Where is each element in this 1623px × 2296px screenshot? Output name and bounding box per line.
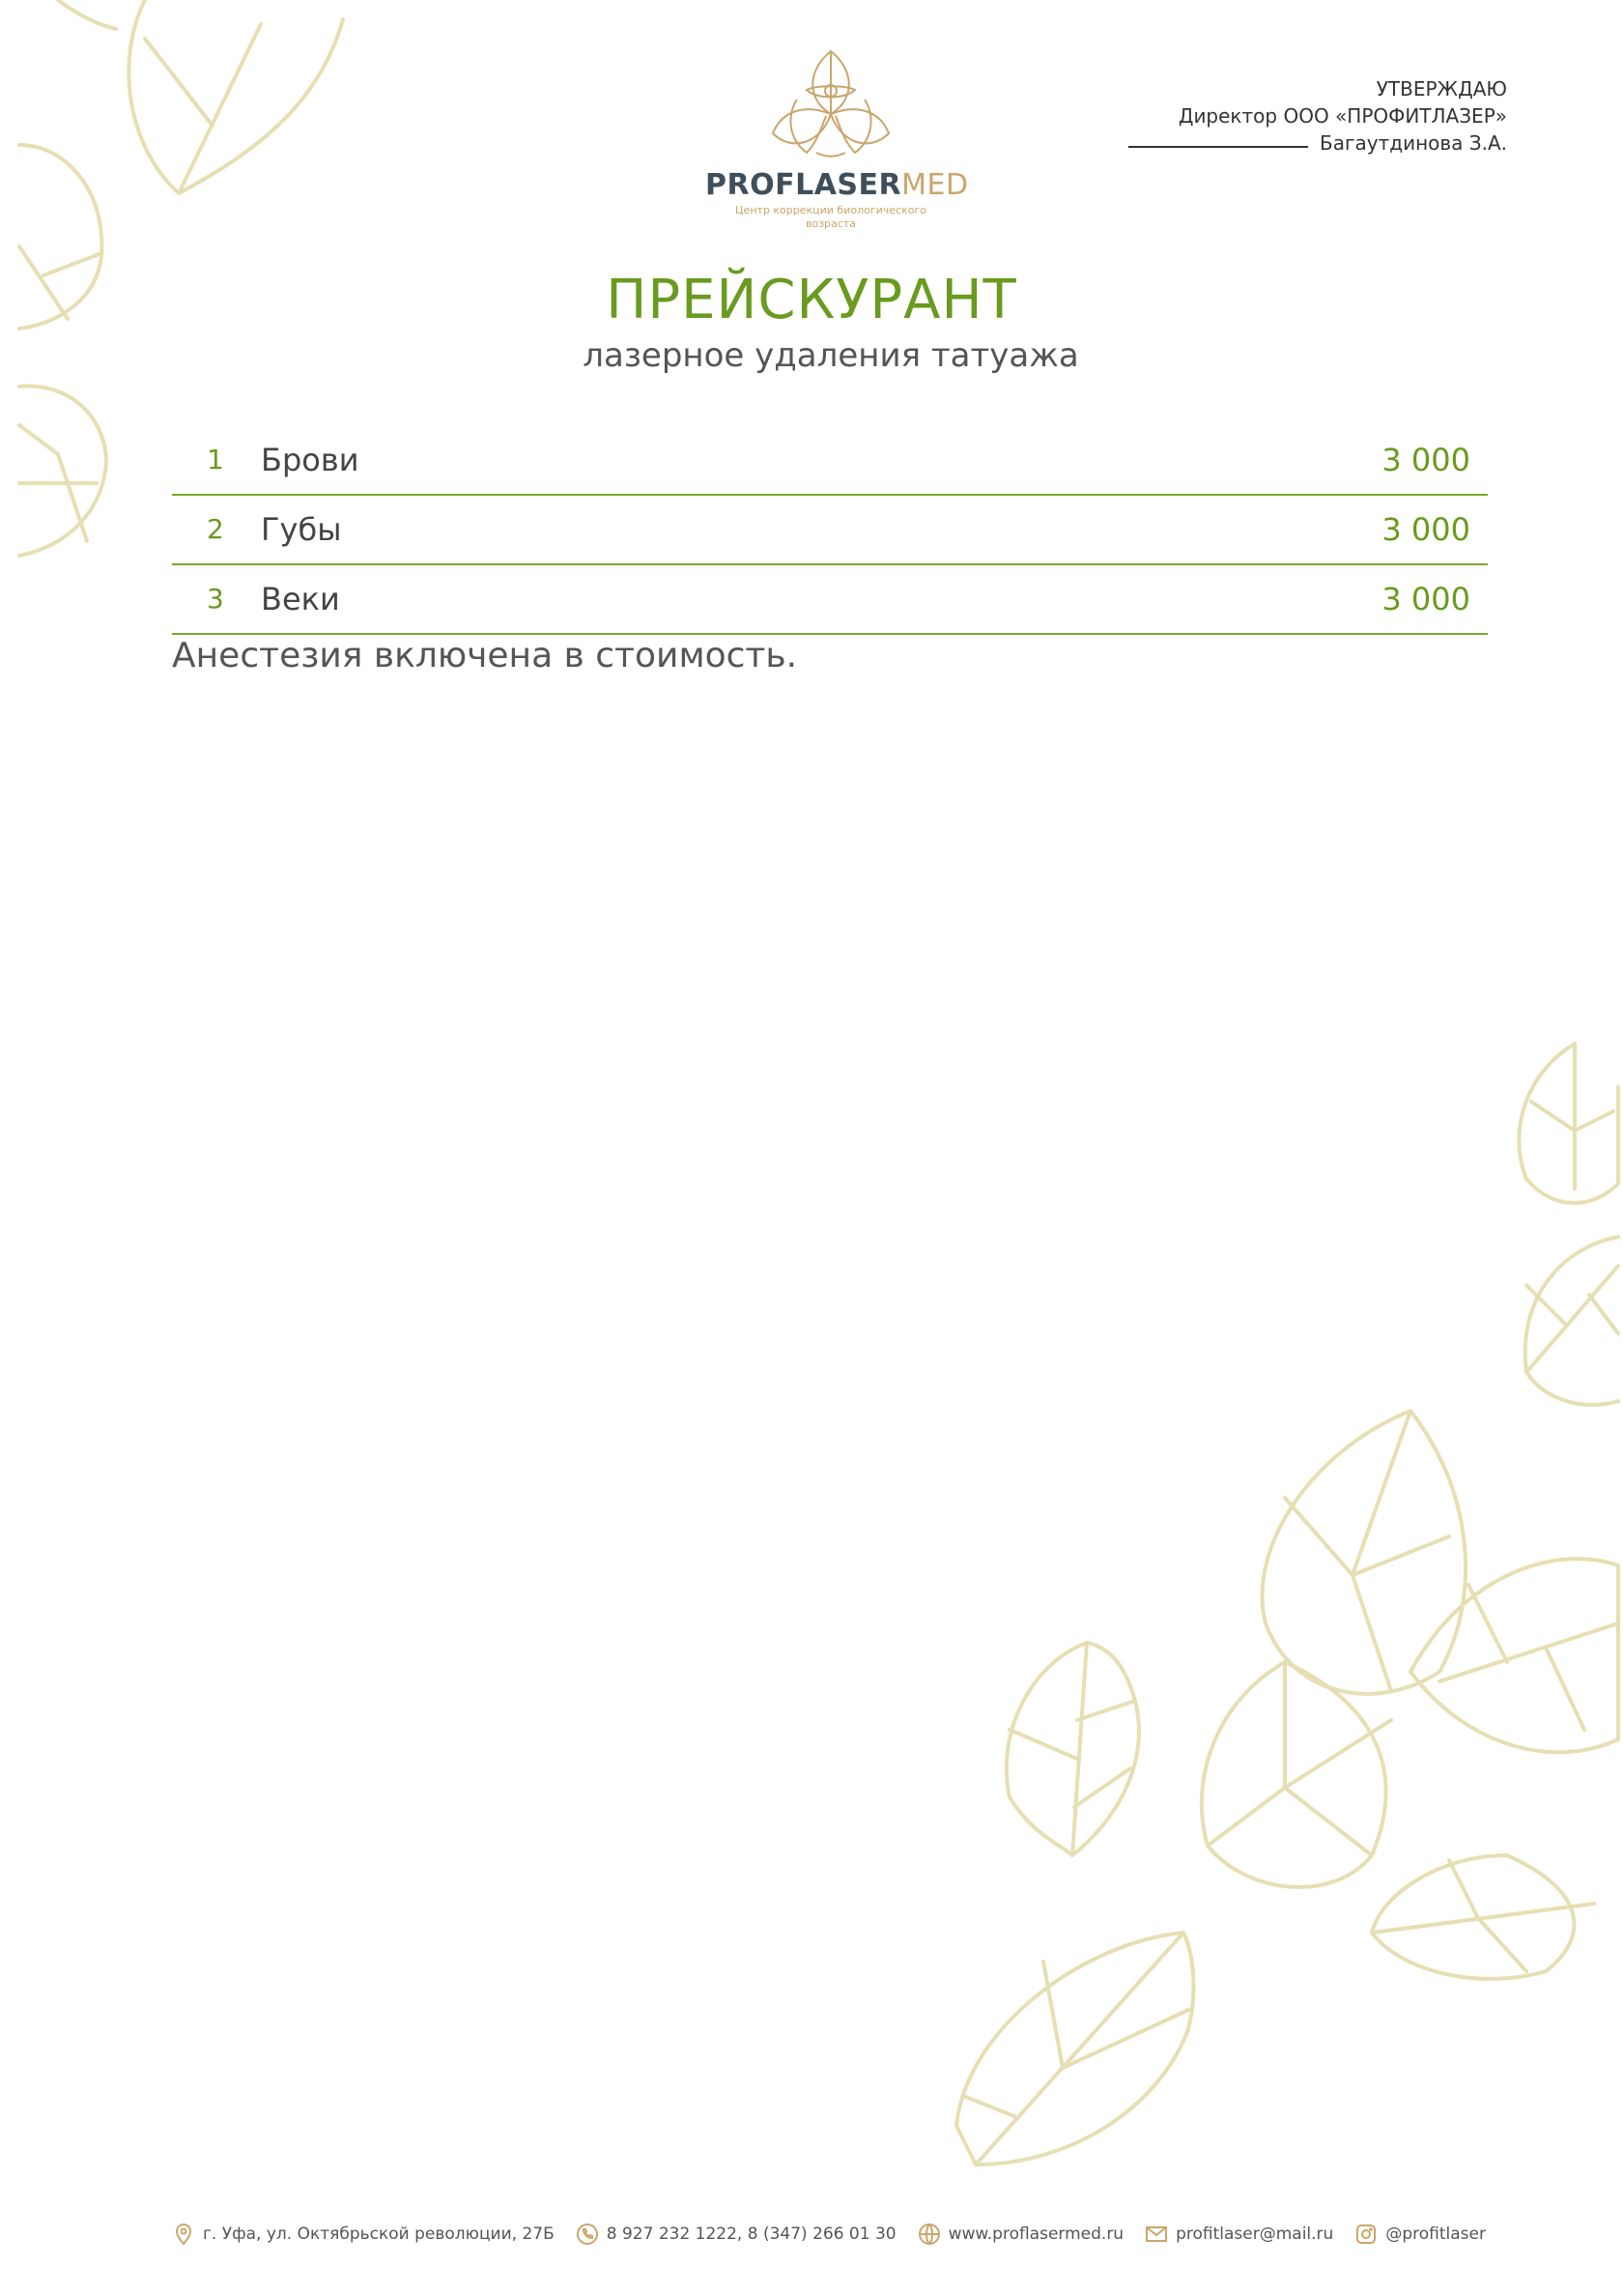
website-link[interactable]: www.proflasermed.ru xyxy=(948,2224,1125,2244)
address-text: г. Уфа, ул. Октябрьской революции, 27Б xyxy=(203,2224,555,2244)
service-name: Губы xyxy=(261,511,342,548)
approval-position: Директор ООО «ПРОФИТЛАЗЕР» xyxy=(1178,104,1507,128)
footer-contacts xyxy=(172,2223,1507,2246)
company-logo xyxy=(705,46,969,231)
service-name: Брови xyxy=(261,442,359,478)
footer-email[interactable] xyxy=(1145,2223,1333,2246)
footer-phones[interactable] xyxy=(576,2223,897,2246)
instagram-icon xyxy=(1354,2223,1378,2246)
globe-icon xyxy=(918,2223,941,2246)
phones-text: 8 927 232 1222, 8 (347) 266 01 30 xyxy=(606,2224,897,2244)
approval-block xyxy=(1128,75,1507,157)
anesthesia-note: Анестезия включена в стоимость. xyxy=(172,636,798,675)
approval-signature-row xyxy=(1128,129,1507,157)
logo-tagline: Центр коррекции биологического возраста xyxy=(735,204,926,230)
phone-icon xyxy=(576,2223,599,2246)
footer-address xyxy=(172,2223,555,2246)
location-icon xyxy=(172,2223,195,2246)
row-number: 1 xyxy=(207,444,224,475)
service-name: Веки xyxy=(261,581,340,617)
page-title: ПРЕЙСКУРАНТ xyxy=(606,269,1017,331)
service-price: 3 000 xyxy=(1381,511,1470,548)
signature-line xyxy=(1128,146,1308,148)
footer-instagram[interactable] xyxy=(1354,2223,1486,2246)
lotus-emblem-icon xyxy=(768,46,894,162)
email-link[interactable]: profitlaser@mail.ru xyxy=(1176,2224,1334,2244)
approval-signer: Багаутдинова З.А. xyxy=(1320,131,1507,155)
footer-website[interactable] xyxy=(918,2223,1124,2246)
service-price: 3 000 xyxy=(1381,581,1470,617)
table-row xyxy=(172,496,1488,565)
service-price: 3 000 xyxy=(1381,442,1470,478)
approval-heading: УТВЕРЖДАЮ xyxy=(1376,77,1507,100)
page-subtitle: лазерное удаления татуажа xyxy=(583,336,1079,375)
logo-wordmark: PROFLASERMED xyxy=(705,168,969,202)
row-number: 3 xyxy=(207,583,224,615)
row-number: 2 xyxy=(207,513,224,545)
instagram-link[interactable]: @profitlaser xyxy=(1385,2224,1486,2244)
table-row xyxy=(172,426,1488,496)
price-table xyxy=(172,426,1488,635)
table-row xyxy=(172,565,1488,635)
mail-icon xyxy=(1145,2223,1168,2246)
